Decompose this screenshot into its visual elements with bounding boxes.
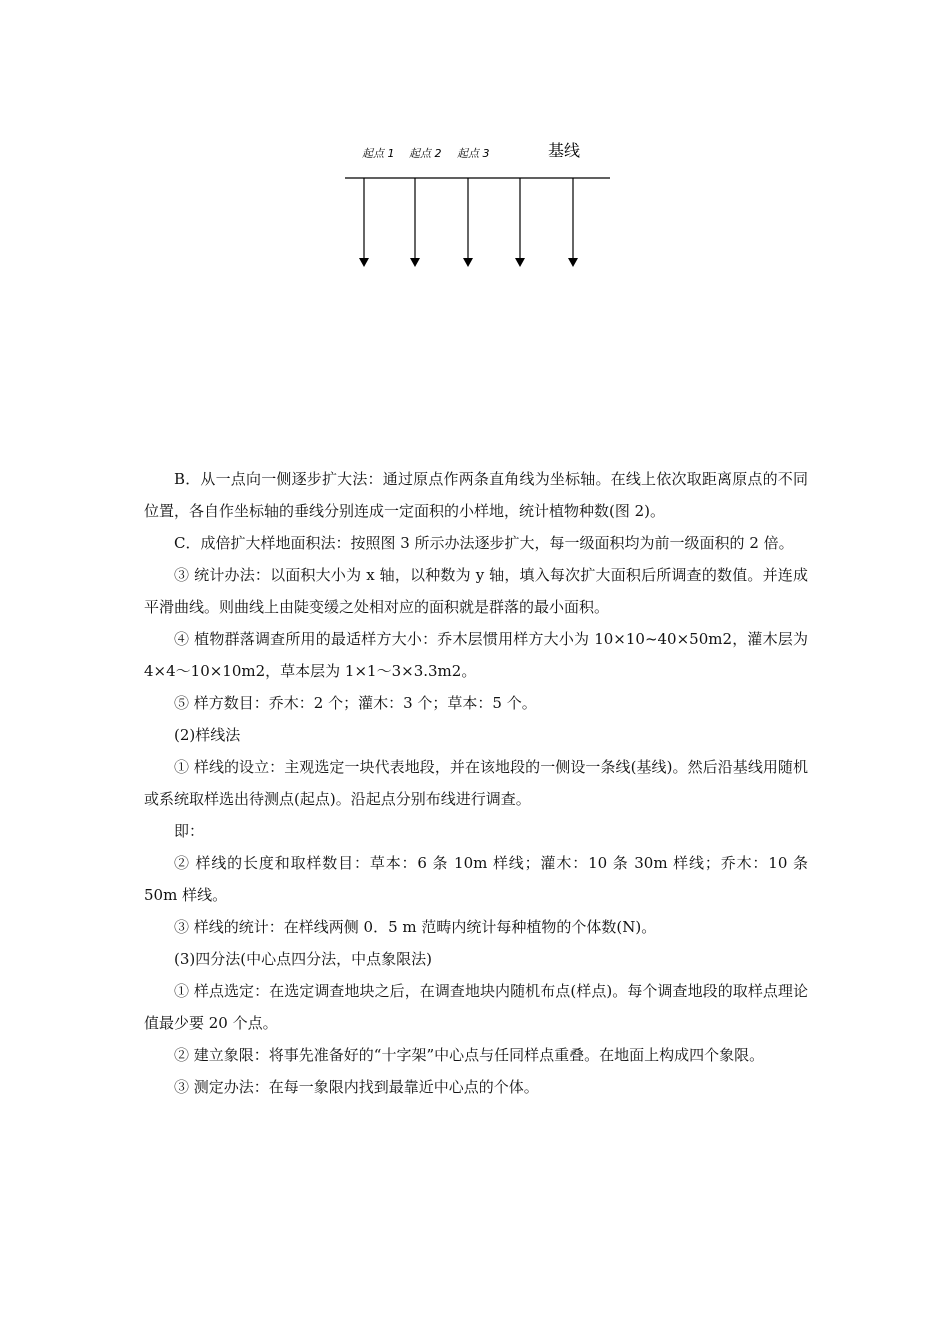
paragraph-namely: 即：: [174, 822, 205, 840]
paragraph-sample-point-selection: ① 样点选定：在选定调查地块之后，在调查地块内随机布点(样点)。每个调查地段的取样点理论值最少要 20 个点。: [144, 982, 808, 1032]
paragraph-quadrant-setup: ② 建立象限：将事先准备好的“十字架”中心点与任同样点重叠。在地面上构成四个象限。: [174, 1046, 765, 1064]
transect-arrow-4: [515, 178, 525, 267]
paragraph-quadrat-size: ④ 植物群落调查所用的最适样方大小：乔木层惯用样方大小为 10×10~40×50m2，灌木层为 4×4～10×10m2，草本层为 1×1～3×3.3m2。: [144, 630, 808, 680]
paragraph-transect-statistics: ③ 样线的统计：在样线两侧 0．5 m 范畴内统计每种植物的个体数(N)。: [174, 918, 657, 936]
paragraph-transect-setup: ① 样线的设立：主观选定一块代表地段，并在该地段的一侧设一条线(基线)。然后沿基线用随机或系统取样选出待测点(起点)。沿起点分别布线进行调查。: [144, 758, 808, 808]
transect-arrow-1: [359, 178, 369, 267]
start-point-label-3: 起点 3: [457, 147, 490, 160]
paragraph-quadrat-count: ⑤ 样方数目：乔木：2 个；灌木：3 个；草本：5 个。: [174, 694, 537, 712]
paragraph-statistics-method: ③ 统计办法：以面积大小为 x 轴，以种数为 y 轴，填入每次扩大面积后所调查的数值。并连成平滑曲线。则曲线上由陡变缓之处相对应的面积就是群落的最小面积。: [144, 566, 808, 616]
start-point-label-2: 起点 2: [409, 147, 442, 160]
transect-arrow-3: [463, 178, 473, 267]
paragraph-method-c: C．成倍扩大样地面积法：按照图 3 所示办法逐步扩大，每一级面积均为前一级面积的 2 倍。: [174, 534, 794, 552]
baseline-label: 基线: [548, 141, 581, 160]
start-point-label-1: 起点 1: [362, 147, 395, 160]
body-text: [144, 463, 808, 1103]
baseline-transect-diagram: [330, 130, 630, 280]
heading-line-transect: (2)样线法: [174, 726, 241, 744]
paragraph-measurement-method: ③ 测定办法：在每一象限内找到最靠近中心点的个体。: [174, 1078, 539, 1096]
paragraph-method-b: B．从一点向一侧逐步扩大法：通过原点作两条直角线为坐标轴。在线上依次取距离原点的不同位置，各自作坐标轴的垂线分别连成一定面积的小样地，统计植物种数(图 2)。: [144, 470, 808, 520]
transect-arrow-5: [568, 178, 578, 267]
paragraph-transect-length: ② 样线的长度和取样数目：草本：6 条 10m 样线；灌木：10 条 30m 样线；乔木：10 条 50m 样线。: [144, 854, 808, 904]
heading-quarter-method: (3)四分法(中心点四分法，中点象限法): [174, 950, 432, 968]
transect-arrow-2: [410, 178, 420, 267]
